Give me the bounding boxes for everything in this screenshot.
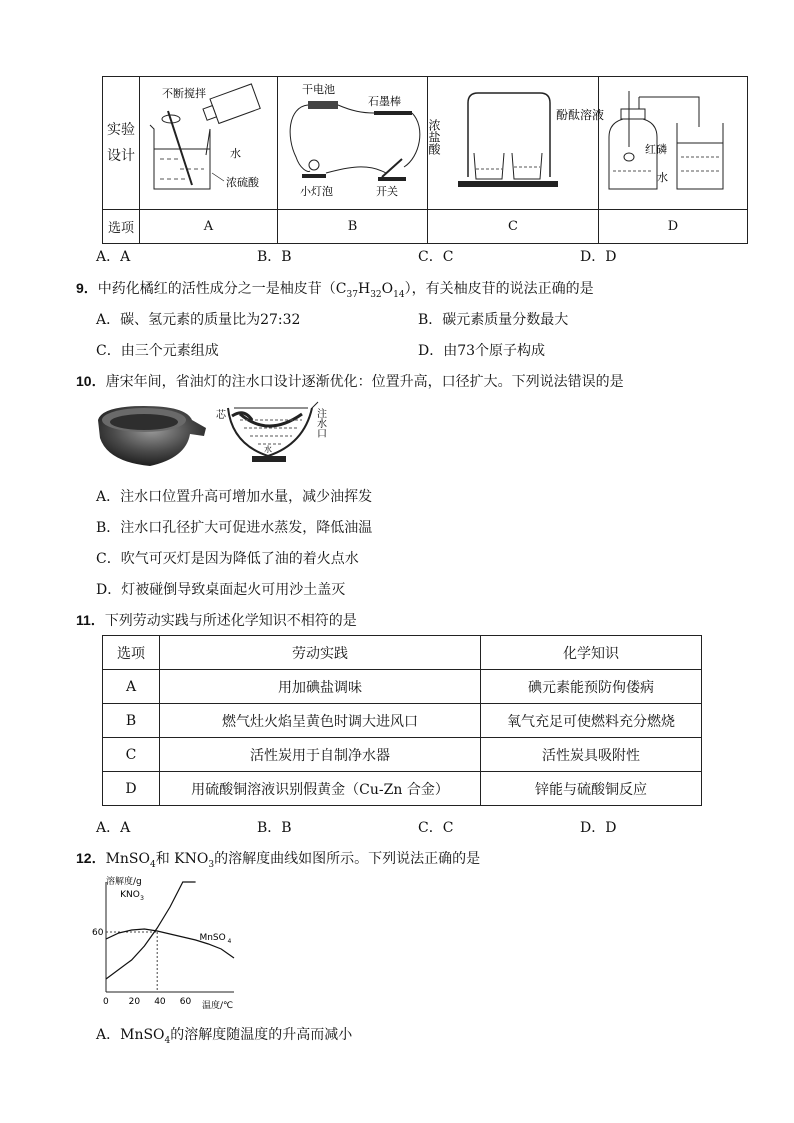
svg-text:注水口: 注水口 xyxy=(314,408,326,438)
table-row xyxy=(103,772,702,806)
svg-text:水: 水 xyxy=(264,445,272,454)
lamp-cross-section-diagram xyxy=(212,398,342,474)
table-cell: 氧气充足可使燃料充分燃烧 xyxy=(481,704,702,738)
svg-text:不断搅拌: 不断搅拌 xyxy=(162,87,206,100)
q8-option-header: 选项 xyxy=(103,210,140,244)
q8-diagram-b xyxy=(278,77,428,210)
q8-diagram-c xyxy=(427,77,605,210)
svg-text:干电池: 干电池 xyxy=(302,83,335,96)
table-header: 化学知识 xyxy=(481,636,702,670)
q10-stem: 10．唐宋年间，省油灯的注水口设计逐渐优化：位置升高，口径扩大。下列说法错误的是 xyxy=(76,373,624,390)
svg-text:小灯泡: 小灯泡 xyxy=(300,185,333,198)
table-cell: C xyxy=(103,738,160,772)
q8-answer-b[interactable]: B．B xyxy=(257,249,292,265)
series-label-mnso4: MnSO xyxy=(199,933,226,943)
q11-answer-c[interactable]: C．C xyxy=(418,820,454,836)
svg-text:红磷: 红磷 xyxy=(645,143,667,156)
table-row xyxy=(103,738,702,772)
q11-answer-a[interactable]: A．A xyxy=(96,820,131,836)
q10-option-b[interactable]: B．注水口孔径扩大可促进水蒸发，降低油温 xyxy=(96,520,373,536)
svg-text:芯: 芯 xyxy=(216,410,226,421)
x-tick-label: 20 xyxy=(128,997,141,1007)
table-header: 劳动实践 xyxy=(160,636,481,670)
table-cell: A xyxy=(103,670,160,704)
table-cell: 用加碘盐调味 xyxy=(160,670,481,704)
q8-answer-a[interactable]: A．A xyxy=(96,249,131,265)
series-label-kno3: KNO xyxy=(120,890,140,900)
svg-text:酚酞溶液: 酚酞溶液 xyxy=(556,108,605,122)
table-cell: 活性炭具吸附性 xyxy=(481,738,702,772)
q8-design-header: 实验设计 xyxy=(103,77,140,210)
solubility-chart xyxy=(84,872,244,1012)
y-tick-label: 60 xyxy=(92,928,104,938)
table-row xyxy=(103,670,702,704)
y-axis-label: 溶解度/g xyxy=(106,877,142,887)
q8-col-b: B xyxy=(278,210,428,244)
table-cell: B xyxy=(103,704,160,738)
q10-option-a[interactable]: A．注水口位置升高可增加水量，减少油挥发 xyxy=(96,489,373,505)
table-cell: 用硫酸铜溶液识别假黄金（Cu-Zn 合金） xyxy=(160,772,481,806)
table-cell: D xyxy=(103,772,160,806)
table-cell: 锌能与硫酸铜反应 xyxy=(481,772,702,806)
x-axis-label: 温度/℃ xyxy=(202,1001,234,1011)
svg-text:开关: 开关 xyxy=(376,185,398,198)
q10-option-d[interactable]: D．灯被碰倒导致桌面起火可用沙土盖灭 xyxy=(96,582,346,598)
x-tick-label: 60 xyxy=(179,997,192,1007)
svg-text:石墨棒: 石墨棒 xyxy=(368,95,401,108)
svg-text:浓硫酸: 浓硫酸 xyxy=(226,176,259,189)
q8-col-c: C xyxy=(428,210,599,244)
q9-option-c[interactable]: C．由三个元素组成 xyxy=(96,343,219,359)
q8-diagram-a xyxy=(140,77,278,210)
svg-text:浓盐酸: 浓盐酸 xyxy=(427,119,441,155)
table-header: 选项 xyxy=(103,636,160,670)
svg-text:水: 水 xyxy=(657,171,668,184)
series-label-sub: 3 xyxy=(140,895,144,902)
q8-col-d: D xyxy=(599,210,748,244)
q9-option-a[interactable]: A．碳、氢元素的质量比为27:32 xyxy=(96,312,301,328)
q10-option-c[interactable]: C．吹气可灭灯是因为降低了油的着火点水 xyxy=(96,551,359,567)
q8-diagram-d xyxy=(599,77,748,210)
q12-option-a[interactable]: A．MnSO$_4$的溶解度随温度的升高而减小 xyxy=(96,1027,353,1046)
table-row xyxy=(103,704,702,738)
q9-option-d[interactable]: D．由73个原子构成 xyxy=(418,343,546,359)
q9-stem: 9．中药化橘红的活性成分之一是柚皮苷$(C_{37}H_{32}O_{14})$，有关柚皮苷的说法正确的是 xyxy=(76,280,594,300)
x-tick-label: 40 xyxy=(154,997,166,1007)
x-tick-label: 0 xyxy=(103,997,109,1007)
table-cell: 活性炭用于自制净水器 xyxy=(160,738,481,772)
table-cell: 碘元素能预防佝偻病 xyxy=(481,670,702,704)
q8-col-a: A xyxy=(140,210,278,244)
table-header-row xyxy=(103,636,702,670)
oil-lamp-photo xyxy=(92,398,210,474)
q8-answer-d[interactable]: D．D xyxy=(580,249,617,265)
table-cell: 燃气灶火焰呈黄色时调大进风口 xyxy=(160,704,481,738)
q8-answer-c[interactable]: C．C xyxy=(418,249,454,265)
q11-answer-d[interactable]: D．D xyxy=(580,820,617,836)
q11-stem: 11．下列劳动实践与所述化学知识不相符的是 xyxy=(76,612,357,629)
q8-experiment-table xyxy=(102,76,748,244)
q9-option-b[interactable]: B．碳元素质量分数最大 xyxy=(418,312,569,328)
q12-stem: 12．MnSO$_4$和 $KNO_3$的溶解度曲线如图所示。下列说法正确的是 xyxy=(76,850,481,870)
q11-answer-b[interactable]: B．B xyxy=(257,820,292,836)
svg-text:水: 水 xyxy=(230,147,241,160)
series-label-sub: 4 xyxy=(227,938,232,945)
q11-table xyxy=(102,635,702,806)
